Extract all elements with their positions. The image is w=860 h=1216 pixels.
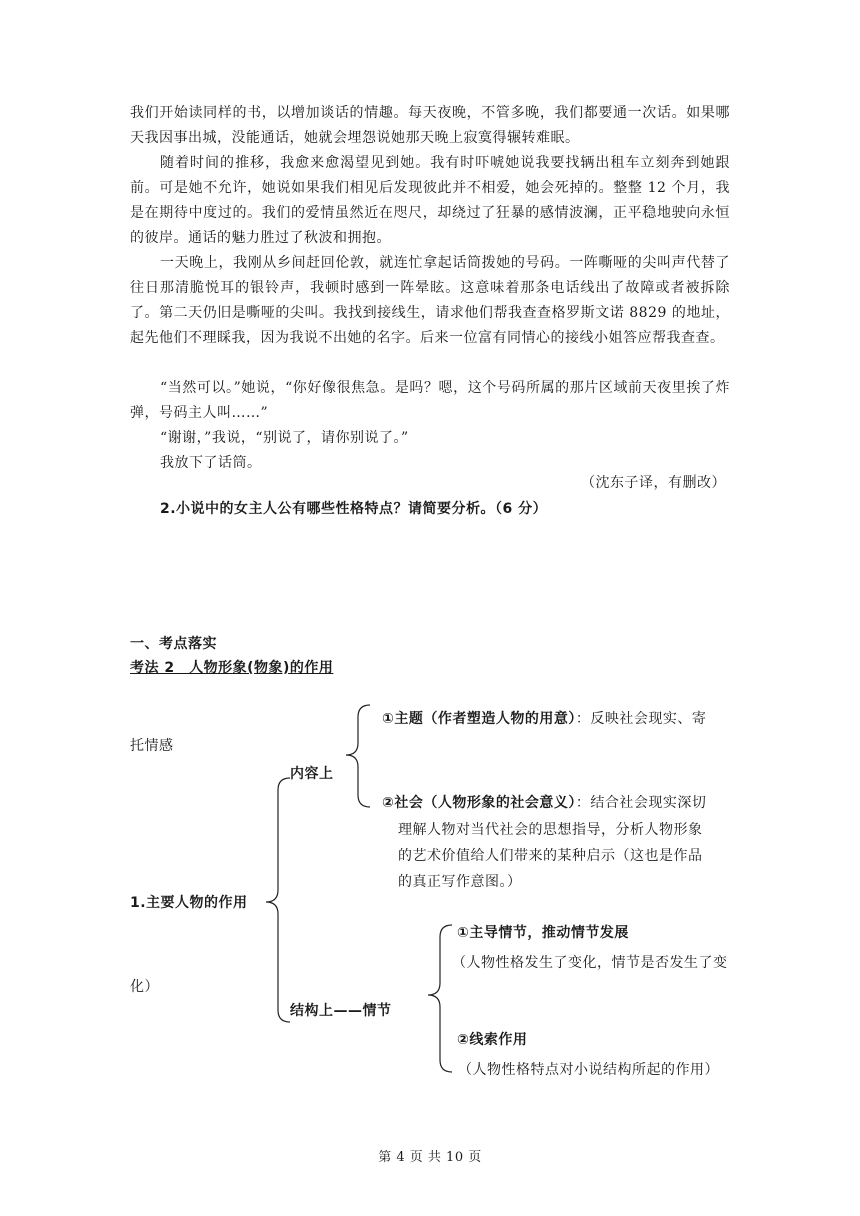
content-item-1-text: ：反映社会现实、寄 bbox=[575, 711, 707, 727]
method-title: 考法 2 人物形象(物象)的作用 bbox=[130, 660, 334, 676]
question-2: 2.小说中的女主人公有哪些性格特点？请简要分析。（6 分） bbox=[160, 501, 548, 517]
story-paragraph-3: 一天晚上，我刚从乡间赶回伦敦，就连忙拿起话筒拨她的号码。一阵嘶哑的尖叫声代替了往日那清脆悦耳的银铃声，我顿时感到一阵晕眩。这意味着那条电话线出了故障或者被拆除了。第二天仍旧是嘶哑的尖叫。我找到接线生，请求他们帮我查查格罗斯文诺 8829 的地址，起先他们不理睬我，因为我说不出她的名字。后来一位富有同情心的接线小姐答应帮我查查。 bbox=[130, 255, 730, 346]
structure-item-2-text: （人物性格特点对小说结构所起的作用） bbox=[458, 1062, 719, 1078]
bracket-structure bbox=[428, 925, 452, 1072]
content-item-1-wrap: 托情感 bbox=[130, 738, 174, 754]
content-item-1-title: ①主题（作者塑造人物的用意） bbox=[382, 711, 576, 727]
story-paragraph-6: 我放下了话筒。 bbox=[160, 455, 262, 471]
diagram-root-label: 1.主要人物的作用 bbox=[130, 895, 248, 911]
page-footer: 第 4 页 共 10 页 bbox=[378, 1150, 482, 1165]
story-paragraph-1: 我们开始读同样的书，以增加谈话的情趣。每天夜晚，不管多晚，我们都要通一次话。如果哪天我因事出城，没能通话，她就会埋怨说她那天晚上寂寞得辗转难眠。 bbox=[130, 105, 730, 146]
content-branch-label: 内容上 bbox=[290, 766, 334, 782]
story-paragraph-5: “谢谢，”我说，“别说了，请你别说了。” bbox=[160, 430, 409, 446]
content-item-2-line-3: 的真正写作意图。） bbox=[398, 874, 522, 890]
structure-item-1-title: ①主导情节，推动情节发展 bbox=[457, 925, 629, 941]
structure-item-1-text: （人物性格发生了变化，情节是否发生了变 bbox=[452, 955, 728, 971]
content-item-2-text: ：结合社会现实深切 bbox=[575, 795, 707, 811]
content-item-2-title: ②社会（人物形象的社会意义） bbox=[382, 795, 576, 811]
content-item-2-line-2: 的艺术价值给人们带来的某种启示（这也是作品 bbox=[398, 848, 703, 864]
content-item-2 bbox=[382, 793, 706, 813]
source-note: （沈东子译，有删改） bbox=[581, 475, 726, 491]
structure-branch-label: 结构上——情节 bbox=[290, 1003, 392, 1019]
bracket-content bbox=[346, 705, 370, 807]
structure-item-2-title: ②线索作用 bbox=[457, 1032, 528, 1048]
structure-item-1-wrap: 化） bbox=[130, 979, 159, 995]
bracket-main bbox=[266, 778, 290, 1022]
content-item-1 bbox=[382, 709, 706, 729]
story-paragraph-2: 随着时间的推移，我愈来愈渴望见到她。我有时吓唬她说我要找辆出租车立刻奔到她跟前。可是她不允许，她说如果我们相见后发现彼此并不相爱，她会死掉的。整整 12 个月，我是在期待中度过的。我们的爱情虽然近在咫尺，却绕过了狂暴的感情波澜，正平稳地驶向永恒的彼岸。通话的魅力胜过了秋波和拥抱。 bbox=[130, 155, 730, 246]
section-heading: 一、考点落实 bbox=[130, 636, 217, 652]
story-paragraph-4: “当然可以。”她说，“你好像很焦急。是吗？嗯，这个号码所属的那片区域前天夜里挨了炸弹，号码主人叫……” bbox=[130, 380, 730, 421]
content-item-2-line-1: 理解人物对当代社会的思想指导，分析人物形象 bbox=[398, 822, 703, 838]
